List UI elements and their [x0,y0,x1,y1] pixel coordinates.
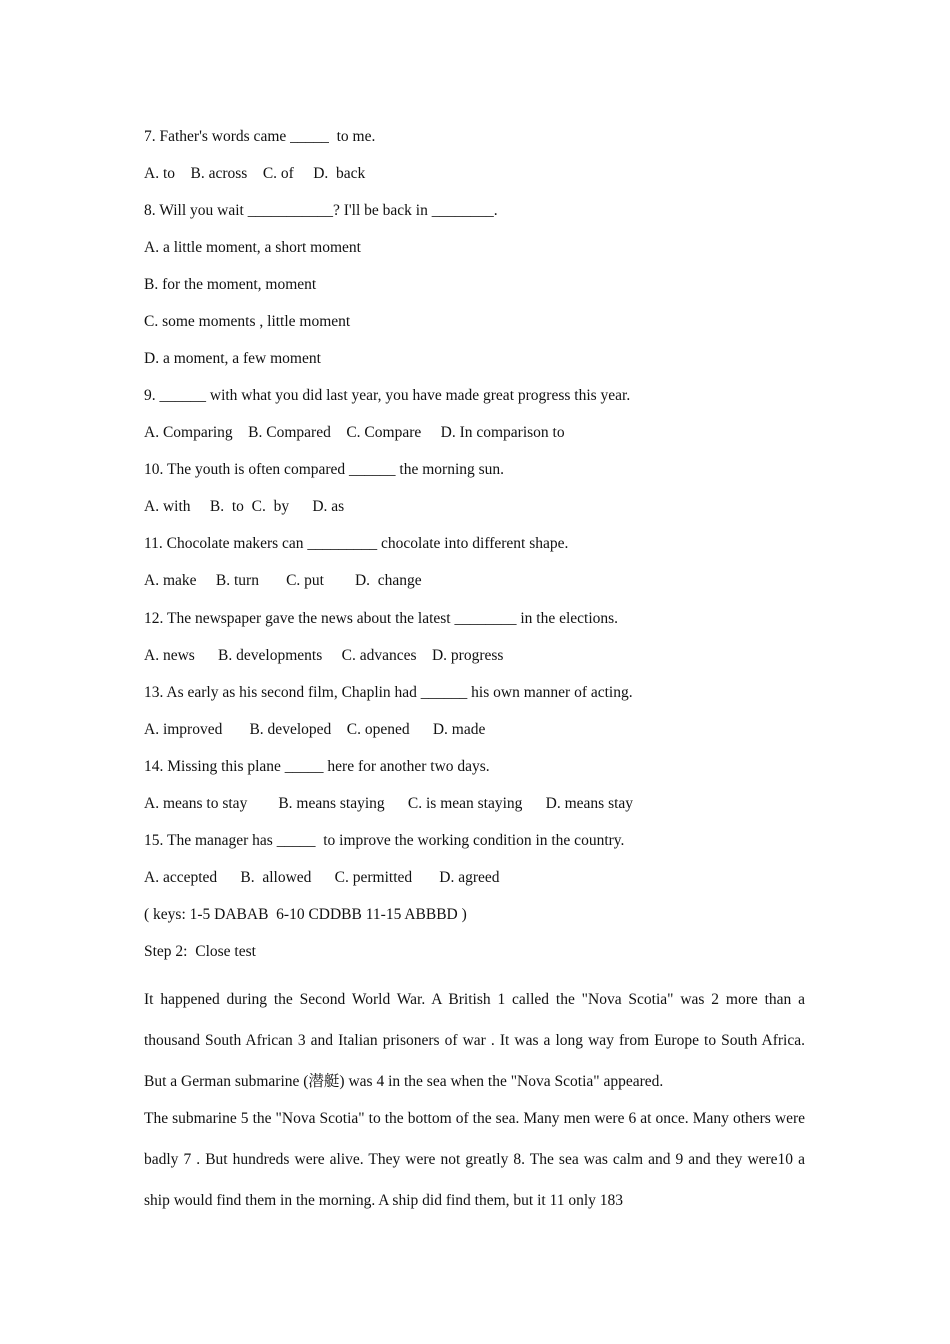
passage-paragraph-1: It happened during the Second World War. A British 1 called the "Nova Scotia" was 2 more than a thousand South African 3 and Italian prisoners of war . It was a long way from Europe to South Africa. But a German submarine (潜艇) was 4 in the sea when the "Nova Scotia" appeared. [144,991,805,1090]
question-15: 15. The manager has _____ to improve the working condition in the country. [144,832,625,849]
option-8a: A. a little moment, a short moment [144,239,361,256]
passage-paragraph-2: The submarine 5 the "Nova Scotia" to the bottom of the sea. Many men were 6 at once. Many others were badly 7 . But hundreds were alive. They were not greatly 8. The sea was calm and 9 and they were10 a ship would find them in the morning. A ship did find them, but it 11 only 183 [144,1110,805,1209]
question-11: 11. Chocolate makers can _________ chocolate into different shape. [144,535,569,552]
options-13: A. improved B. developed C. opened D. made [144,721,486,738]
answer-keys: ( keys: 1-5 DABAB 6-10 CDDBB 11-15 ABBBD ) [144,906,467,923]
option-8c: C. some moments , little moment [144,313,351,330]
options-12: A. news B. developments C. advances D. progress [144,647,504,664]
question-9: 9. ______ with what you did last year, you have made great progress this year. [144,387,631,404]
options-14: A. means to stay B. means staying C. is mean staying D. means stay [144,795,634,812]
option-8d: D. a moment, a few moment [144,350,321,367]
options-9: A. Comparing B. Compared C. Compare D. In comparison to [144,424,565,441]
question-10: 10. The youth is often compared ______ the morning sun. [144,461,505,478]
options-7: A. to B. across C. of D. back [144,165,366,182]
question-14: 14. Missing this plane _____ here for another two days. [144,758,490,775]
question-7: 7. Father's words came _____ to me. [144,128,376,145]
options-11: A. make B. turn C. put D. change [144,572,422,589]
question-8: 8. Will you wait ___________? I'll be back in ________. [144,202,498,219]
question-13: 13. As early as his second film, Chaplin had ______ his own manner of acting. [144,684,633,701]
options-15: A. accepted B. allowed C. permitted D. agreed [144,869,500,886]
section-heading: Step 2: Close test [144,943,256,960]
options-10: A. with B. to C. by D. as [144,498,345,515]
option-8b: B. for the moment, moment [144,276,317,293]
question-12: 12. The newspaper gave the news about the latest ________ in the elections. [144,610,619,627]
